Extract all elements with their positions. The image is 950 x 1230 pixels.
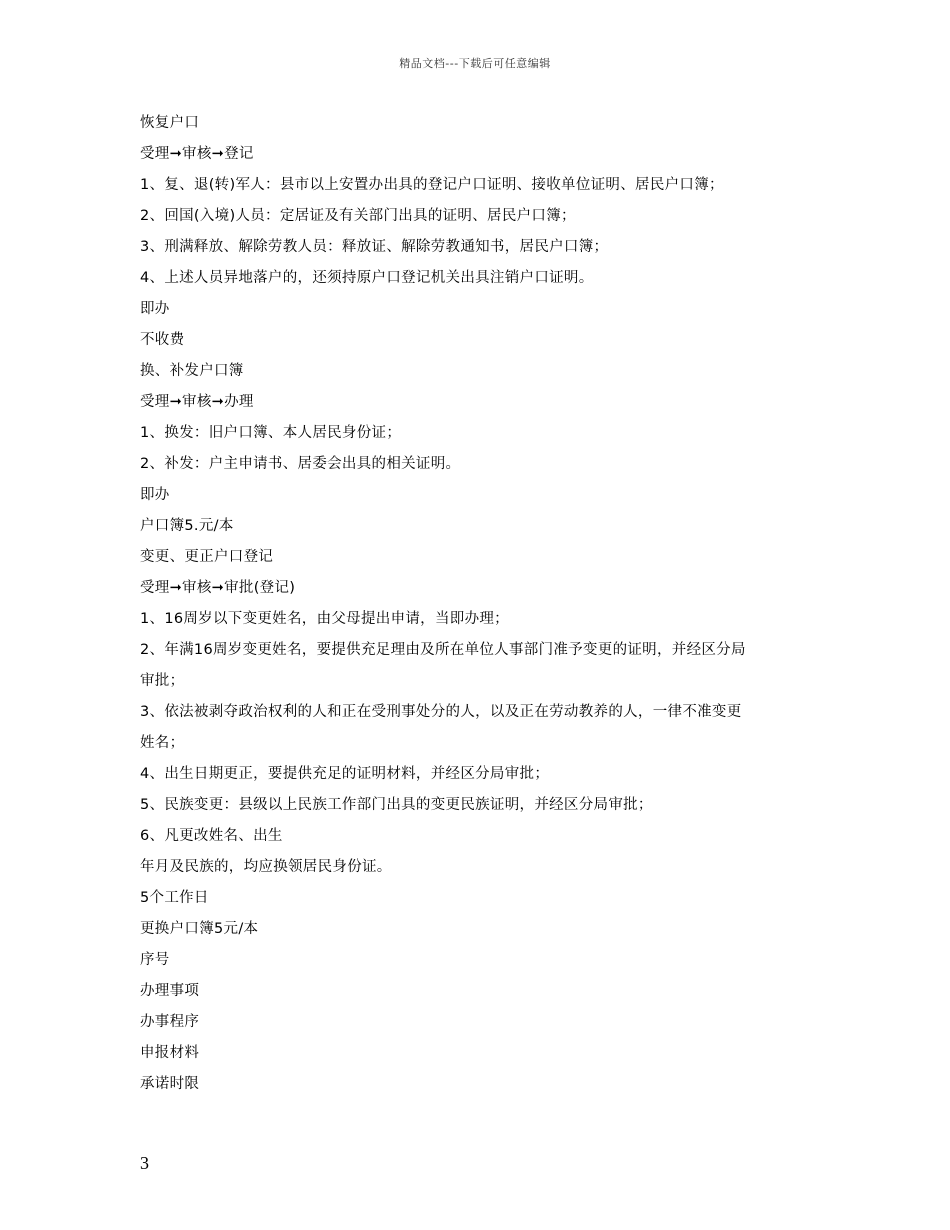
text-line: 4、上述人员异地落户的，还须持原户口登记机关出具注销户口证明。 bbox=[140, 270, 594, 286]
text-line: 承诺时限 bbox=[140, 1076, 200, 1092]
document-body bbox=[140, 108, 820, 1100]
text-line: 3、刑满释放、解除劳教人员：释放证、解除劳教通知书，居民户口簿； bbox=[140, 239, 609, 255]
page-number: 3 bbox=[140, 1153, 149, 1173]
text-line: 不收费 bbox=[140, 332, 185, 348]
text-line: 办事程序 bbox=[140, 1014, 200, 1030]
text-line: 审批； bbox=[140, 673, 185, 689]
text-line: 即办 bbox=[140, 487, 170, 503]
text-line: 3、依法被剥夺政治权利的人和正在受刑事处分的人，以及正在劳动教养的人，一律不准变更 bbox=[140, 704, 742, 720]
text-line: 2、年满16周岁变更姓名，要提供充足理由及所在单位人事部门准予变更的证明，并经区分局 bbox=[140, 642, 746, 658]
text-line: 换、补发户口簿 bbox=[140, 363, 244, 379]
text-line: 5个工作日 bbox=[140, 890, 209, 906]
text-line: 1、16周岁以下变更姓名，由父母提出申请，当即办理； bbox=[140, 611, 509, 627]
text-line: 变更、更正户口登记 bbox=[140, 549, 274, 565]
text-line: 2、补发：户主申请书、居委会出具的相关证明。 bbox=[140, 456, 461, 472]
text-line: 办理事项 bbox=[140, 983, 200, 999]
text-line: 更换户口簿5元/本 bbox=[140, 921, 259, 937]
text-line: 序号 bbox=[140, 952, 170, 968]
text-line: 1、复、退(转)军人：县市以上安置办出具的登记户口证明、接收单位证明、居民户口簿； bbox=[140, 177, 724, 193]
text-line: 即办 bbox=[140, 301, 170, 317]
text-line: 年月及民族的，均应换领居民身份证。 bbox=[140, 859, 392, 875]
text-line: 受理➞审核➞办理 bbox=[140, 394, 254, 410]
text-line: 6、凡更改姓名、出生 bbox=[140, 828, 283, 844]
text-line: 户口簿5.元/本 bbox=[140, 518, 234, 534]
page-header: 精品文档---下载后可任意编辑 bbox=[399, 57, 551, 70]
text-line: 受理➞审核➞登记 bbox=[140, 146, 254, 162]
text-line: 2、回国(入境)人员：定居证及有关部门出具的证明、居民户口簿； bbox=[140, 208, 576, 224]
text-line: 4、出生日期更正，要提供充足的证明材料，并经区分局审批； bbox=[140, 766, 550, 782]
text-line: 申报材料 bbox=[140, 1045, 200, 1061]
text-line: 恢复户口 bbox=[140, 115, 200, 131]
text-line: 受理➞审核➞审批(登记) bbox=[140, 580, 296, 596]
text-line: 5、民族变更：县级以上民族工作部门出具的变更民族证明，并经区分局审批； bbox=[140, 797, 653, 813]
text-line: 姓名； bbox=[140, 735, 185, 751]
text-line: 1、换发：旧户口簿、本人居民身份证； bbox=[140, 425, 402, 441]
